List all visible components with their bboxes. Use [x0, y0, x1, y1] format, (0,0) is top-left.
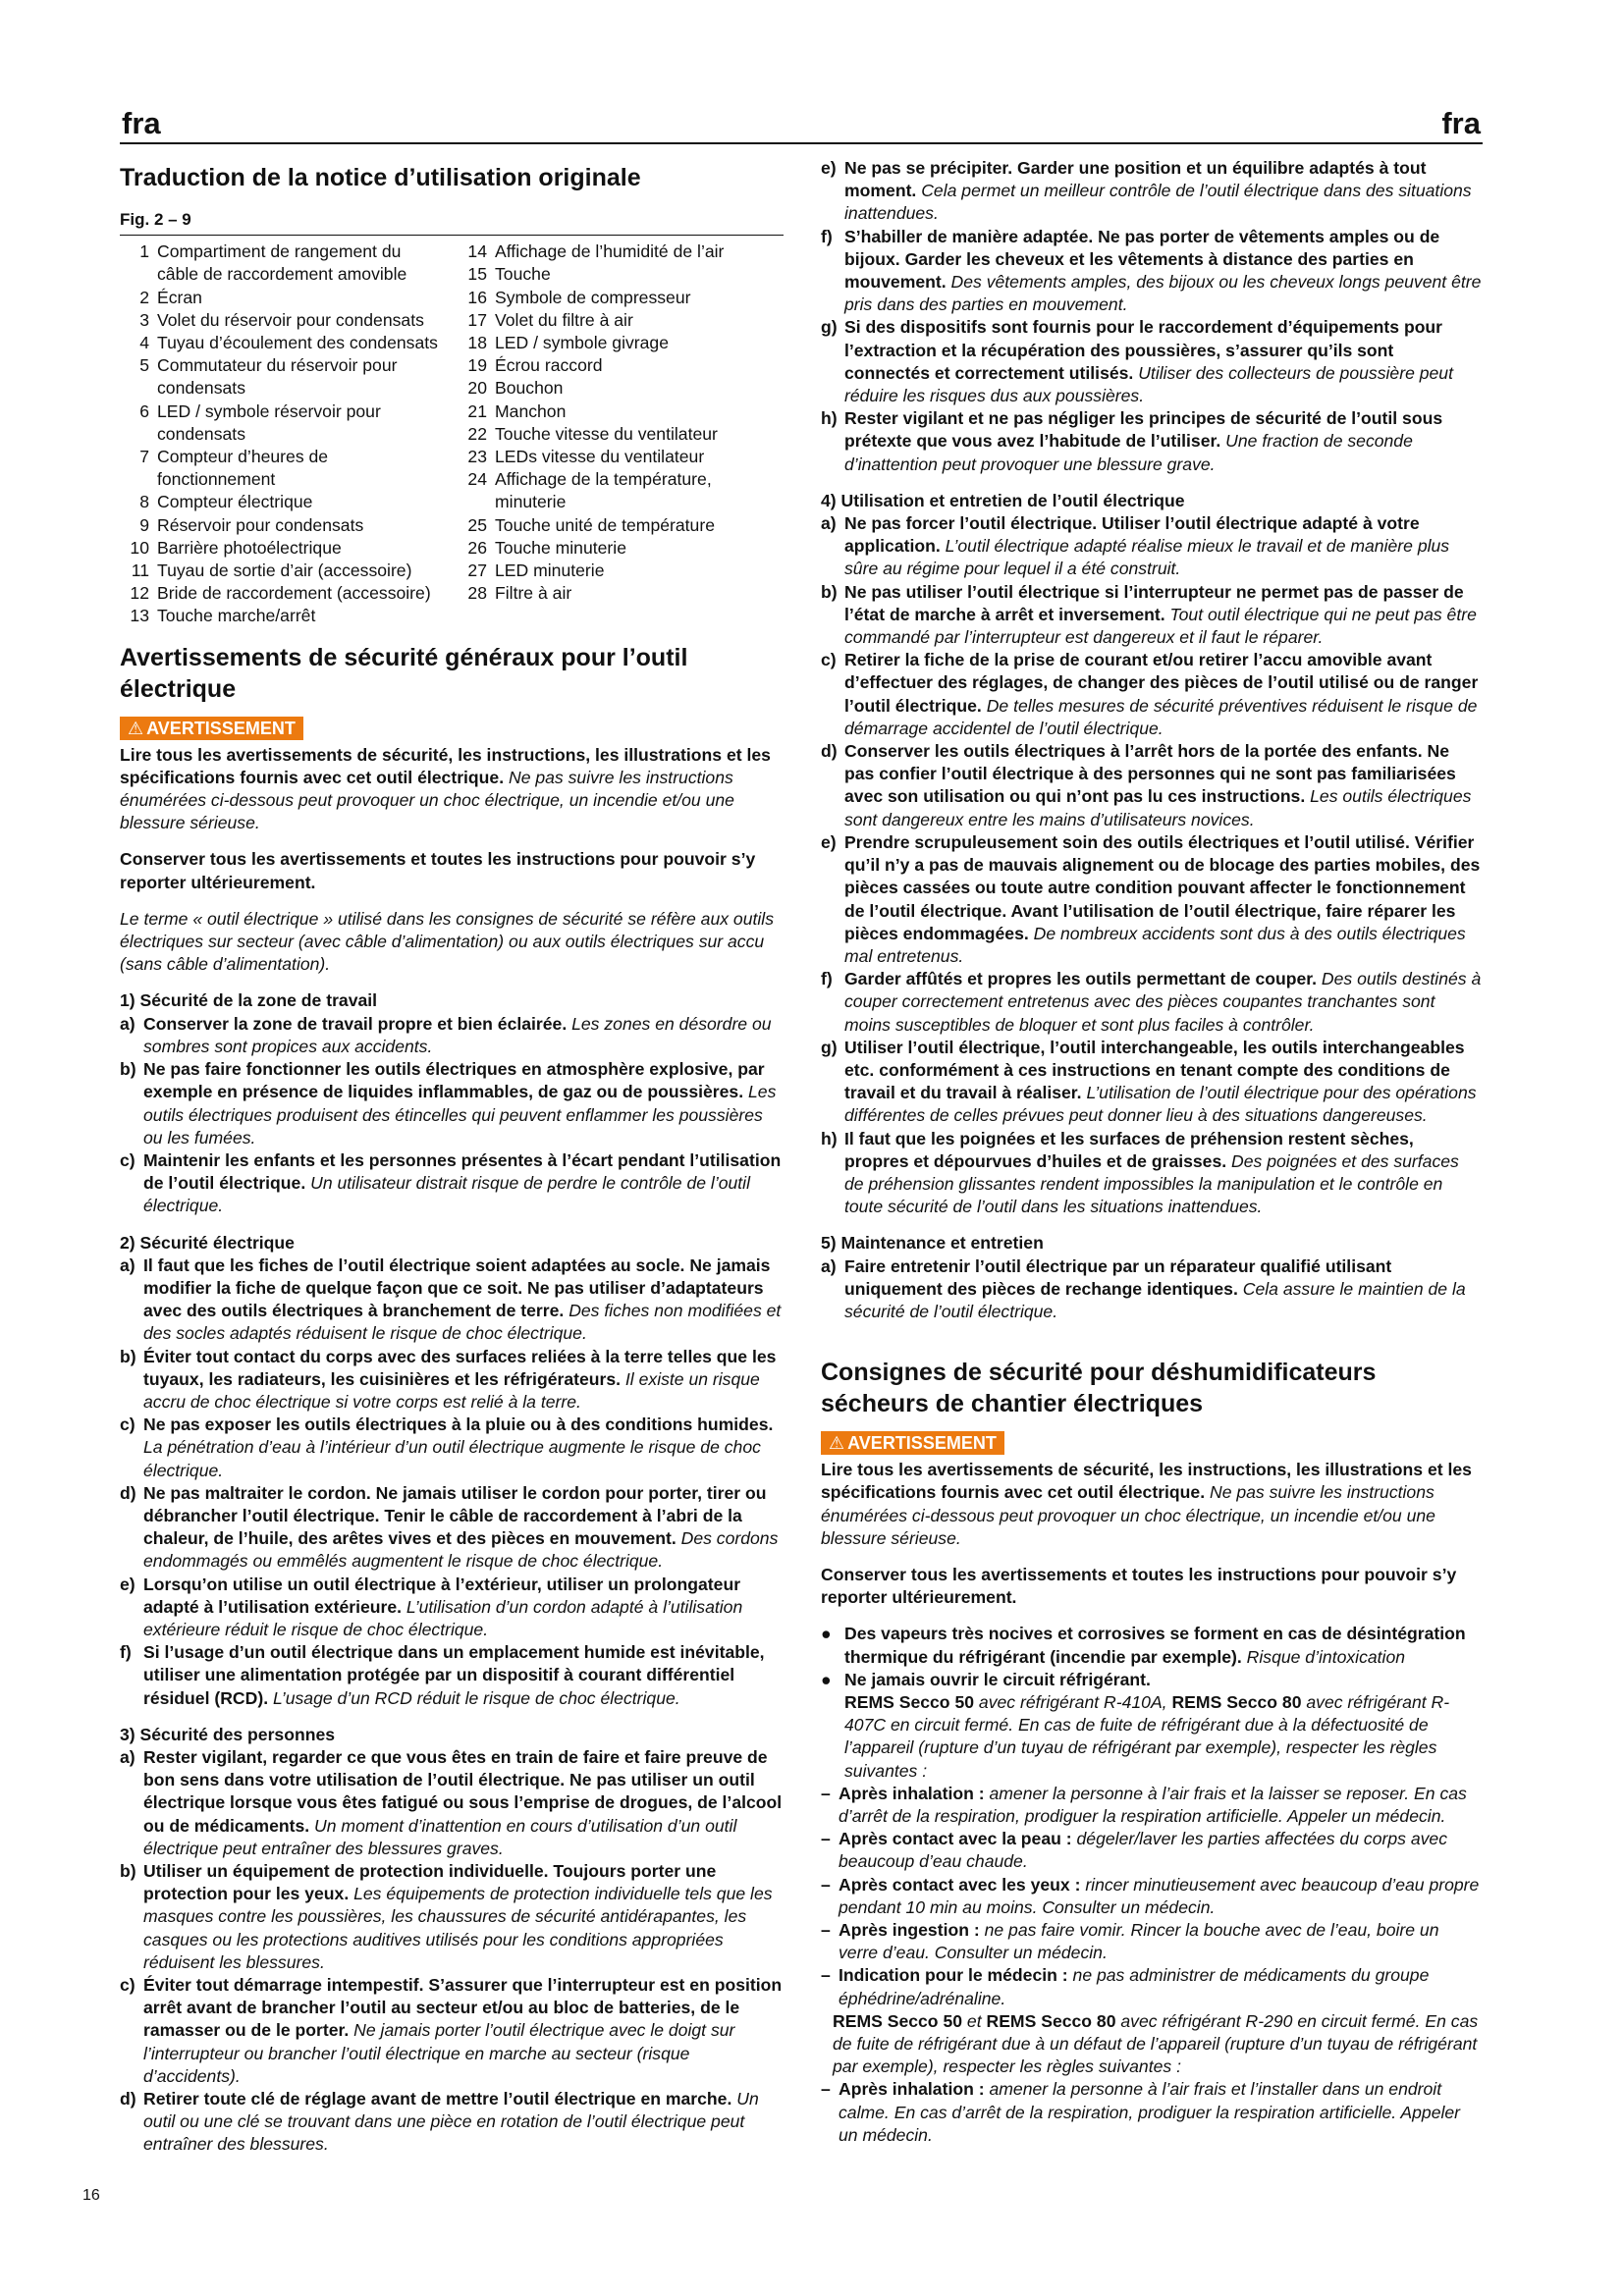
- legend-number: 22: [467, 423, 487, 444]
- item-letter: f): [821, 226, 833, 246]
- right-sections: [821, 490, 1483, 1337]
- item-text: [844, 831, 1483, 968]
- first-aid-item: [821, 1919, 1483, 1964]
- legend-item: [458, 309, 782, 332]
- dash-marker: –: [821, 1920, 831, 1941]
- item-text: [143, 1974, 784, 2088]
- first-aid-instruction: dégeler/laver les parties affectées du corps avec beaucoup d’eau chaude.: [839, 1829, 1448, 1872]
- header-rule: [120, 142, 1483, 144]
- bullet-icon: ●: [821, 1669, 832, 1689]
- safety-item: [821, 831, 1483, 968]
- warning-triangle-icon: ⚠: [128, 718, 144, 738]
- section-items: [821, 1255, 1483, 1324]
- legend-item: [458, 377, 782, 400]
- warning-badge: ⚠ AVERTISSEMENT: [120, 717, 303, 740]
- legend-number: 15: [467, 264, 487, 285]
- item-text: [143, 1346, 784, 1415]
- safety-item: [821, 226, 1483, 317]
- legend-text: LEDs vitesse du ventilateur: [495, 447, 705, 467]
- legend-text: Écran: [157, 287, 202, 307]
- legend-number: 1: [139, 241, 149, 262]
- item-italic: Un moment d’inattention en cours d’utilisation d’un outil électrique peut entraîner des blessures graves.: [143, 1815, 737, 1858]
- safety-item: [821, 512, 1483, 581]
- item-bold: Ne pas utiliser l’outil électrique si l’interrupteur ne permet pas de passer de l’état de marche à arrêt et inversement.: [844, 581, 1464, 624]
- item-letter: g): [821, 1037, 838, 1057]
- legend-number: 27: [467, 561, 487, 581]
- legend-item: [458, 423, 782, 446]
- first-aid-text: [839, 1919, 1483, 1964]
- figure-legend: [120, 240, 784, 627]
- safety-item: [120, 1058, 784, 1149]
- item-text: [143, 1013, 784, 1058]
- first-aid-item: [821, 1874, 1483, 1919]
- legend-item: [458, 240, 782, 263]
- legend-number: 23: [467, 447, 487, 467]
- item-bold: Éviter tout contact du corps avec des surfaces reliées à la terre telles que les tuyaux, les radiateurs, les cuisinières et les réfrigérateurs.: [143, 1346, 777, 1389]
- legend-item: [120, 560, 444, 582]
- legend-item: [120, 287, 444, 309]
- legend-item: [458, 446, 782, 468]
- warning-badge-2: ⚠ AVERTISSEMENT: [821, 1431, 1004, 1455]
- legend-text: Affichage de la température, minuterie: [495, 469, 712, 512]
- legend-text: Touche: [495, 264, 551, 285]
- item-italic: Les outils électriques sont dangereux entre les mains d’utilisateurs novices.: [844, 786, 1472, 829]
- safety-item: [821, 649, 1483, 740]
- legend-item: [458, 537, 782, 560]
- legend-item: [120, 332, 444, 354]
- item-bold: Ne pas exposer les outils électriques à la pluie ou à des conditions humides.: [143, 1415, 774, 1435]
- legend-item: [458, 263, 782, 286]
- section-gap: [821, 1323, 1483, 1337]
- first-aid-item: [821, 1783, 1483, 1828]
- first-aid-label: Indication pour le médecin :: [839, 1965, 1068, 1986]
- section-gap: [120, 1710, 784, 1724]
- legend-number: 11: [131, 561, 149, 581]
- item-italic: Un utilisateur distrait risque de perdre le contrôle de l’outil électrique.: [143, 1173, 751, 1216]
- section-title: 4) Utilisation et entretien de l’outil électrique: [821, 490, 1185, 510]
- item-text: [143, 1746, 784, 1860]
- section-title: 3) Sécurité des personnes: [120, 1724, 336, 1744]
- item-text: [143, 1255, 784, 1346]
- legend-text: Touche vitesse du ventilateur: [495, 423, 718, 444]
- legend-number: 6: [139, 400, 149, 421]
- dash-marker: –: [821, 1965, 831, 1986]
- item-letter: a): [120, 1013, 135, 1034]
- legend-item: [458, 400, 782, 423]
- legend-text: LED / symbole givrage: [495, 333, 669, 353]
- term-definition: Le terme « outil électrique » utilisé dans les consignes de sécurité se réfère aux outils électriques sur secteur (avec câble d’alimentation) ou aux outils électriques sur accu (sans câble d’alimentation).: [120, 908, 774, 975]
- section-gap: [120, 1218, 784, 1232]
- first-aid-instruction: ne pas faire vomir. Rincer la bouche avec de l’eau, boire un verre d’eau. Consulter un médecin.: [839, 1920, 1439, 1963]
- legend-item: [120, 514, 444, 537]
- item-bold: Conserver la zone de travail propre et bien éclairée.: [143, 1013, 568, 1034]
- item-text: [143, 1860, 784, 1974]
- item-letter: c): [821, 650, 837, 670]
- right-column: [821, 157, 1483, 2147]
- legend-text: Bouchon: [495, 378, 564, 399]
- item-text: [844, 407, 1483, 476]
- first-aid-instruction: amener la personne à l’air frais et l’installer dans un endroit calme. En cas d’arrêt de la respiration, prodiguer la respiration artificielle. Appeler un médecin.: [839, 2079, 1461, 2145]
- general-intro: Lire tous les avertissements de sécurité, les instructions, les illustrations et les spécifications fournis avec cet outil électrique. Ne pas suivre les instructions énumérées ci-dessous peut provoquer un choc électrique, un incendie et/ou une blessure sérieuse.: [120, 744, 771, 833]
- legend-number: 8: [139, 492, 149, 512]
- legend-number: 28: [467, 583, 487, 604]
- item-letter: d): [120, 1482, 136, 1503]
- item-italic: Utiliser des collecteurs de poussière peut réduire les risques dus aux poussières.: [844, 362, 1453, 406]
- item-text: [844, 226, 1483, 317]
- item-text: [143, 2088, 784, 2157]
- legend-item: [120, 582, 444, 605]
- safety-item: [120, 2088, 784, 2157]
- first-aid-text: [839, 2078, 1483, 2147]
- item-bold: Ne pas maltraiter le cordon. Ne jamais utiliser le cordon pour porter, tirer ou débrancher l’outil électrique. Tenir le câble de raccordement à l’abri de la chaleur, de l’huile, des arêtes vives et des pièces en mouvement.: [143, 1482, 767, 1549]
- item-italic: Les outils électriques produisent des étincelles qui peuvent enflammer les poussières ou les fumées.: [143, 1082, 777, 1148]
- safety-item: [821, 581, 1483, 650]
- safety-item: [120, 1574, 784, 1642]
- item-text: [844, 649, 1483, 740]
- item-text: [844, 157, 1483, 226]
- bullet-refrigerant-vapours: ● Des vapeurs très nocives et corrosives se forment en cas de désintégration thermique du réfrigérant (incendie par exemple). Risque d’intoxication: [821, 1623, 1483, 1668]
- safety-item: [120, 1482, 784, 1574]
- legend-number: 7: [139, 447, 149, 467]
- legend-item: [458, 468, 782, 513]
- item-bold: Éviter tout démarrage intempestif. S’assurer que l’interrupteur est en position arrêt avant de brancher l’outil au secteur et/ou au bloc de batteries, de le ramasser ou de le porter.: [143, 1975, 783, 2041]
- item-text: [844, 1128, 1483, 1219]
- first-aid-label: Après contact avec les yeux :: [839, 1874, 1081, 1895]
- legend-text: Touche marche/arrêt: [157, 606, 316, 626]
- legend-text: Compteur électrique: [157, 492, 313, 512]
- item-letter: f): [821, 969, 833, 989]
- item-letter: e): [821, 158, 837, 178]
- item-italic: L’utilisation d’un cordon adapté à l’utilisation extérieure réduit le risque de choc électrique.: [143, 1596, 743, 1639]
- general-keep-instructions: Conserver tous les avertissements et toutes les instructions pour pouvoir s’y reporter ultérieurement.: [120, 849, 756, 892]
- first-aid-list-a: [821, 1783, 1483, 2010]
- language-label-left: fra: [122, 106, 161, 140]
- safety-item: [821, 968, 1483, 1037]
- item-italic: Un outil ou une clé se trouvant dans une pièce en rotation de l’outil électrique peut entraîner des blessures.: [143, 2089, 759, 2155]
- item-bold: Utiliser un équipement de protection individuelle. Toujours porter une protection pour les yeux.: [143, 1861, 717, 1904]
- left-column: [120, 157, 784, 2170]
- first-aid-label: Après contact avec la peau :: [839, 1829, 1072, 1849]
- item-bold: Lorsqu’on utilise un outil électrique à l’extérieur, utiliser un prolongateur adapté à l’utilisation extérieure.: [143, 1574, 741, 1617]
- item-letter: e): [821, 831, 837, 852]
- item-letter: d): [120, 2089, 136, 2109]
- item-bold: Maintenir les enfants et les personnes présentes à l’écart pendant l’utilisation de l’outil électrique.: [143, 1149, 782, 1194]
- item-bold: Ne pas se précipiter. Garder une position et un équilibre adaptés à tout moment.: [844, 158, 1427, 201]
- legend-item: [458, 354, 782, 377]
- legend-item: [120, 240, 444, 286]
- safety-item: [120, 1860, 784, 1974]
- item-letter: b): [120, 1059, 136, 1080]
- legend-text: Barrière photoélectrique: [157, 537, 342, 558]
- item-letter: c): [120, 1149, 135, 1170]
- legend-number: 3: [139, 309, 149, 330]
- first-aid-instruction: rincer minutieusement avec beaucoup d’eau propre pendant 10 min au moins. Consulter un médecin.: [839, 1874, 1480, 1917]
- item-letter: f): [120, 1642, 132, 1663]
- safety-item: [120, 1346, 784, 1415]
- page-number: 16: [82, 2187, 100, 2204]
- document-title: Traduction de la notice d’utilisation originale: [120, 164, 641, 191]
- item-italic: Des vêtements amples, des bijoux ou les cheveux longs peuvent être pris dans des parties en mouvement.: [844, 272, 1482, 315]
- section-items: [120, 1746, 784, 2157]
- item-letter: h): [821, 408, 838, 429]
- legend-text: Filtre à air: [495, 583, 572, 604]
- item-italic: Des fiches non modifiées et des socles adaptés réduisent le risque de choc électrique.: [143, 1301, 782, 1344]
- dehumidifier-keep-instructions: Conserver tous les avertissements et toutes les instructions pour pouvoir s’y reporter ultérieurement.: [821, 1564, 1457, 1608]
- item-italic: La pénétration d’eau à l’intérieur d’un outil électrique augmente le risque de choc électrique.: [143, 1437, 761, 1480]
- first-aid-text: [839, 1964, 1483, 2009]
- legend-text: Tuyau de sortie d’air (accessoire): [157, 561, 412, 581]
- item-text: [143, 1482, 784, 1574]
- legend-number: 18: [467, 333, 487, 353]
- legend-item: [120, 354, 444, 400]
- legend-text: Tuyau d’écoulement des condensats: [157, 333, 438, 353]
- legend-number: 20: [467, 378, 487, 399]
- item-bold: Il faut que les fiches de l’outil électrique soient adaptées au socle. Ne jamais modifier la fiche de quelque façon que ce soit. Ne pas utiliser d’adaptateurs avec des outils électriques à branchement de terre.: [143, 1255, 771, 1321]
- dash-marker: –: [821, 2079, 831, 2100]
- legend-number: 16: [467, 287, 487, 307]
- item-text: [143, 1574, 784, 1642]
- safety-item: [120, 1641, 784, 1710]
- item-italic: Des poignées et des surfaces de préhension glissantes rendent impossibles la manipulation et le contrôle en toute sécurité de l’outil dans les situations inattendues.: [844, 1150, 1459, 1217]
- legend-number: 10: [130, 537, 149, 558]
- item-letter: b): [120, 1861, 136, 1881]
- item-text: [844, 1037, 1483, 1128]
- safety-item: [821, 1037, 1483, 1128]
- item-bold: Si des dispositifs sont fournis pour le raccordement d’équipements pour l’extraction et la récupération des poussières, s’assurer qu’ils sont connectés et correctement utilisés.: [844, 317, 1443, 383]
- first-aid-list-b: [821, 2078, 1483, 2147]
- item-italic: L’outil électrique adapté réalise mieux le travail et de manière plus sûre au régime pour lequel il a été construit.: [844, 536, 1450, 579]
- legend-text: Affichage de l’humidité de l’air: [495, 241, 725, 262]
- legend-text: LED / symbole réservoir pour condensats: [157, 400, 381, 444]
- figure-label: Fig. 2 – 9: [120, 208, 784, 236]
- first-aid-label: Après inhalation :: [839, 2079, 985, 2100]
- item-letter: a): [821, 1255, 837, 1276]
- secco-a-paragraph: REMS Secco 50 avec réfrigérant R-410A, REMS Secco 80 avec réfrigérant R-407C en circuit fermé. En cas de fuite de réfrigérant due à la défectuosité de l’appareil (rupture d’un tuyau de réfrigérant par exemple), respecter les règles suivantes :: [844, 1691, 1450, 1781]
- item-text: [143, 1058, 784, 1149]
- item-italic: De nombreux accidents sont dus à des outils électriques mal entretenus.: [844, 923, 1466, 966]
- item-bold: Prendre scrupuleusement soin des outils électriques et l’outil utilisé. Vérifier qu’il n’y a pas de mauvais alignement ou de blocage des parties mobiles, des pièces cassées ou toute autre condition pouvant affecter le fonctionnement de l’outil électrique. Avant l’utilisation de l’outil électrique, faire réparer les pièces endommagées.: [844, 831, 1481, 943]
- item-italic: Il existe un risque accru de choc électrique si votre corps est relié à la terre.: [143, 1368, 760, 1412]
- item-bold: Utiliser l’outil électrique, l’outil interchangeable, les outils interchangeables etc. conformément à ces instructions en tenant compte des conditions de travail et du travail à réaliser.: [844, 1037, 1465, 1103]
- item-text: [844, 968, 1483, 1037]
- first-aid-instruction: amener la personne à l’air frais et la laisser se reposer. En cas d’arrêt de la respiration, prodiguer la respiration artificielle. Appeler un médecin.: [839, 1783, 1467, 1826]
- item-bold: Rester vigilant et ne pas négliger les principes de sécurité de l’outil sous prétexte que vous avez l’habitude de l’utiliser.: [844, 408, 1443, 452]
- warning-triangle-icon: ⚠: [829, 1433, 845, 1454]
- legend-text: Volet du filtre à air: [495, 309, 633, 330]
- safety-item: [821, 316, 1483, 407]
- item-bold: Rester vigilant, regarder ce que vous êtes en train de faire et faire preuve de bon sens dans votre utilisation de l’outil électrique. Ne pas utiliser un outil électrique lorsque vous êtes fatigué ou sous l’emprise de drogues, de l’alcool ou de médicaments.: [143, 1746, 783, 1836]
- legend-number: 14: [467, 241, 487, 262]
- item-italic: L’usage d’un RCD réduit le risque de choc électrique.: [272, 1687, 680, 1708]
- legend-number: 13: [130, 606, 149, 626]
- legend-item: [120, 491, 444, 513]
- section-title: 2) Sécurité électrique: [120, 1232, 295, 1253]
- legend-item: [120, 537, 444, 560]
- first-aid-item: [821, 2078, 1483, 2147]
- left-sections: [120, 989, 784, 2169]
- section-title: 5) Maintenance et entretien: [821, 1233, 1044, 1254]
- legend-text: Manchon: [495, 400, 567, 421]
- safety-item: [120, 1149, 784, 1218]
- legend-item: [458, 514, 782, 537]
- item-italic: Cela assure le maintien de la sécurité de l’outil électrique.: [844, 1278, 1466, 1321]
- safety-item: [821, 407, 1483, 476]
- legend-item: [458, 332, 782, 354]
- legend-text: Écrou raccord: [495, 355, 603, 376]
- item-bold: Ne pas forcer l’outil électrique. Utiliser l’outil électrique adapté à votre application.: [844, 513, 1420, 557]
- legend-item: [458, 287, 782, 309]
- safety-item: [821, 740, 1483, 831]
- item-italic: Des cordons endommagés ou emmêlés augmentent le risque de choc électrique.: [143, 1528, 779, 1572]
- legend-text: Compteur d’heures de fonctionnement: [157, 447, 329, 490]
- legend-text: Réservoir pour condensats: [157, 514, 364, 535]
- item-text: [143, 1414, 784, 1482]
- item-bold: Conserver les outils électriques à l’arrêt hors de la portée des enfants. Ne pas confier l’outil électrique à des personnes qui ne sont pas familiarisées avec son utilisation ou qui n’ont pas lu ces instructions.: [844, 741, 1456, 807]
- item-letter: a): [120, 1746, 135, 1767]
- item-letter: c): [120, 1975, 135, 1996]
- item-letter: h): [821, 1128, 838, 1148]
- item-italic: Les équipements de protection individuelle tels que les masques contre les poussières, les chaussures de sécurité antidérapantes, les casques ou les protections auditives utilisés pour les conditions appropriées réduisent les blessures.: [143, 1884, 773, 1972]
- language-label-right: fra: [1441, 106, 1481, 140]
- item-letter: a): [821, 513, 837, 534]
- item-italic: Tout outil électrique qui ne peut pas être commandé par l’interrupteur est dangereux et il faut le réparer.: [844, 604, 1477, 648]
- dash-marker: –: [821, 1829, 831, 1849]
- first-aid-text: [839, 1783, 1483, 1828]
- safety-item: [120, 1255, 784, 1346]
- item-italic: Des outils destinés à couper correctement entretenus avec des pièces coupantes tranchantes sont moins susceptibles de bloquer et sont plus faciles à contrôler.: [844, 969, 1482, 1035]
- general-safety-heading: Avertissements de sécurité généraux pour l’outil électrique: [120, 643, 688, 703]
- legend-number: 26: [467, 537, 487, 558]
- item-letter: d): [821, 741, 838, 762]
- safety-item: [821, 1128, 1483, 1219]
- section-items: [120, 1013, 784, 1218]
- item-letter: c): [120, 1415, 135, 1435]
- legend-number: 17: [467, 309, 487, 330]
- dehumidifier-intro: Lire tous les avertissements de sécurité, les instructions, les illustrations et les spécifications fournis avec cet outil électrique. Ne pas suivre les instructions énumérées ci-dessous peut provoquer un choc électrique, un incendie et/ou une blessure sérieuse.: [821, 1460, 1472, 1548]
- first-aid-item: [821, 1964, 1483, 2009]
- legend-item: [120, 309, 444, 332]
- legend-number: 5: [139, 355, 149, 376]
- legend-text: Touche minuterie: [495, 537, 626, 558]
- bullet-refrigerant-circuit: ● Ne jamais ouvrir le circuit réfrigérant.: [821, 1669, 1483, 1691]
- legend-item: [120, 400, 444, 446]
- item-bold: S’habiller de manière adaptée. Ne pas porter de vêtements amples ou de bijoux. Garder les cheveux et les vêtements à distance des parties en mouvement.: [844, 226, 1440, 293]
- legend-number: 21: [467, 400, 487, 421]
- legend-text: Volet du réservoir pour condensats: [157, 309, 424, 330]
- legend-number: 19: [467, 355, 487, 376]
- legend-text: Symbole de compresseur: [495, 287, 691, 307]
- item-letter: b): [120, 1346, 136, 1366]
- first-aid-text: [839, 1874, 1483, 1919]
- item-text: [844, 512, 1483, 581]
- item-text: [844, 1255, 1483, 1324]
- legend-text: LED minuterie: [495, 561, 605, 581]
- item-letter: e): [120, 1574, 135, 1594]
- item-letter: g): [821, 317, 838, 338]
- legend-number: 4: [139, 333, 149, 353]
- first-aid-text: [839, 1828, 1483, 1873]
- legend-item: [120, 446, 444, 491]
- safety-item: [821, 1255, 1483, 1324]
- legend-text: Bride de raccordement (accessoire): [157, 583, 431, 604]
- first-aid-label: Après inhalation :: [839, 1783, 985, 1803]
- legend-text: Commutateur du réservoir pour condensats: [157, 355, 398, 399]
- legend-number: 9: [139, 514, 149, 535]
- section-title: 1) Sécurité de la zone de travail: [120, 990, 378, 1011]
- dash-marker: –: [821, 1783, 831, 1803]
- safety-item: [821, 157, 1483, 226]
- section-gap: [120, 2157, 784, 2170]
- item-text: [143, 1149, 784, 1218]
- item-letter: a): [120, 1255, 135, 1275]
- dash-marker: –: [821, 1874, 831, 1895]
- item-bold: Retirer toute clé de réglage avant de mettre l’outil électrique en marche.: [143, 2089, 732, 2109]
- item-bold: Retirer la fiche de la prise de courant et/ou retirer l’accu amovible avant d’effectuer des réglages, de changer des pièces de l’outil utilisé ou de ranger l’outil électrique.: [844, 650, 1479, 716]
- section-items: [821, 512, 1483, 1218]
- legend-item: [458, 560, 782, 582]
- item-text: [143, 1641, 784, 1710]
- legend-column-1: [120, 240, 444, 627]
- item-text: [844, 740, 1483, 831]
- item-bold: Ne pas faire fonctionner les outils électriques en atmosphère explosive, par exemple en présence de liquides inflammables, de gaz ou de poussières.: [143, 1059, 765, 1102]
- legend-number: 24: [467, 469, 487, 490]
- item-italic: Ne jamais porter l’outil électrique avec le doigt sur l’interrupteur ou brancher l’outil électrique en marche au secteur (risque d’accidents).: [143, 2020, 735, 2086]
- legend-text: Compartiment de rangement du câble de raccordement amovible: [157, 241, 407, 285]
- bullet-icon: ●: [821, 1624, 832, 1644]
- item-bold: Si l’usage d’un outil électrique dans un emplacement humide est inévitable, utiliser une alimentation protégée par un dispositif à courant différentiel résiduel (RCD).: [143, 1642, 765, 1708]
- legend-number: 25: [467, 514, 487, 535]
- section-gap: [821, 1218, 1483, 1232]
- legend-item: [458, 582, 782, 605]
- safety-item: [120, 1974, 784, 2088]
- item-italic: Une fraction de seconde d’inattention peut provoquer une blessure grave.: [844, 431, 1413, 474]
- first-aid-item: [821, 1828, 1483, 1873]
- first-aid-instruction: ne pas administrer de médicaments du groupe éphédrine/adrénaline.: [839, 1965, 1430, 2008]
- legend-item: [120, 605, 444, 627]
- item-bold: Il faut que les poignées et les surfaces de préhension restent sèches, propres et dépourvues d’huiles et de graisses.: [844, 1128, 1414, 1171]
- item-italic: Les zones en désordre ou sombres sont propices aux accidents.: [143, 1013, 772, 1056]
- item-italic: Cela permet un meilleur contrôle de l’outil électrique dans des situations inattendues.: [844, 181, 1472, 224]
- secco-b-paragraph: REMS Secco 50 et REMS Secco 80 avec réfrigérant R-290 en circuit fermé. En cas de fuite de réfrigérant due à un défaut de l’appareil (rupture d’un tuyau de réfrigérant par exemple), respecter les règles suivantes :: [833, 2010, 1479, 2077]
- safety-item: [120, 1414, 784, 1482]
- legend-column-2: [458, 240, 782, 627]
- legend-text: Touche unité de température: [495, 514, 715, 535]
- legend-number: 2: [139, 287, 149, 307]
- item-text: [844, 316, 1483, 407]
- item-bold: Garder affûtés et propres les outils permettant de couper.: [844, 969, 1318, 989]
- item-italic: L’utilisation de l’outil électrique pour des opérations différentes de celles prévues peut donner lieu à des situations dangereuses.: [844, 1083, 1477, 1126]
- personal-safety-continued: [821, 157, 1483, 476]
- first-aid-label: Après ingestion :: [839, 1920, 980, 1941]
- legend-number: 12: [130, 583, 149, 604]
- item-letter: b): [821, 581, 838, 602]
- item-italic: De telles mesures de sécurité préventives réduisent le risque de démarrage accidentel de l’outil électrique.: [844, 695, 1478, 738]
- section-items: [120, 1255, 784, 1710]
- item-bold: Faire entretenir l’outil électrique par un réparateur qualifié utilisant uniquement des pièces de rechange identiques.: [844, 1255, 1392, 1299]
- safety-item: [120, 1746, 784, 1860]
- dehumidifier-safety-heading: Consignes de sécurité pour déshumidificateurs sécheurs de chantier électriques: [821, 1359, 1377, 1418]
- safety-item: [120, 1013, 784, 1058]
- item-text: [844, 581, 1483, 650]
